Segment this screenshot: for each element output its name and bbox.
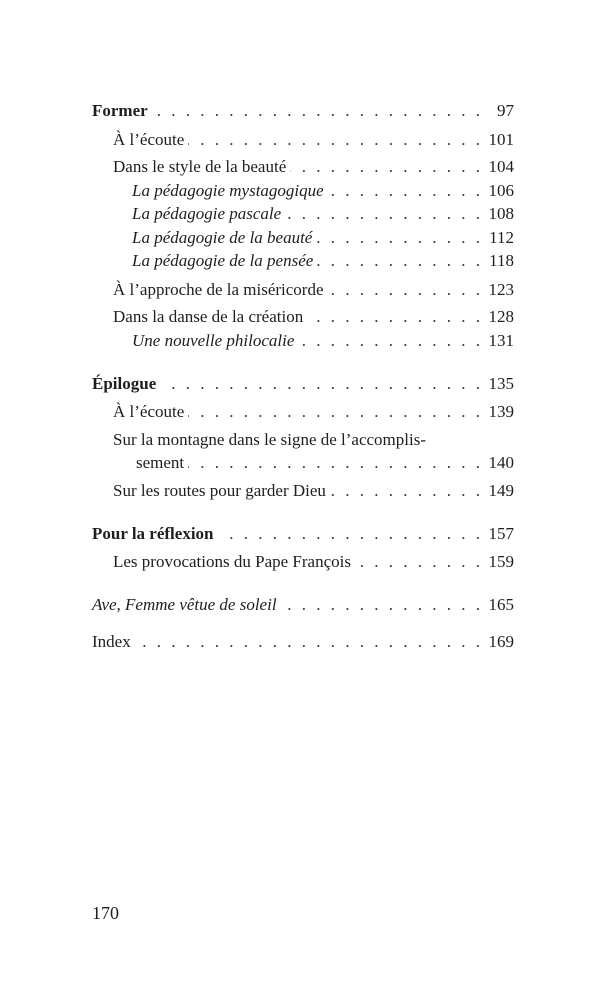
toc-entry-page: 149	[488, 481, 514, 500]
toc-subentry	[132, 180, 514, 202]
toc-entry-page: 104	[488, 157, 514, 176]
toc-entry	[113, 401, 514, 423]
toc-entry-page: 101	[488, 130, 514, 149]
toc-subentry	[132, 250, 514, 272]
toc-entry-part	[92, 594, 514, 616]
toc-entry-page: 165	[488, 595, 514, 614]
dot-leader	[330, 480, 480, 502]
toc-entry-title: Dans le style de la beauté	[113, 157, 287, 176]
toc-entry-page: 157	[488, 524, 514, 543]
toc-subentry	[132, 330, 514, 352]
toc-entry-title: À l’écoute	[113, 130, 185, 149]
toc-entry-title: La pédagogie de la pensée	[132, 251, 314, 270]
toc-entry-title: La pédagogie mystagogique	[132, 181, 324, 200]
toc-entry-title: Dans la danse de la création	[113, 307, 304, 326]
dot-leader	[328, 180, 480, 202]
toc-entry-page: 97	[497, 101, 514, 120]
toc-entry-title: Une nouvelle philocalie	[132, 331, 295, 350]
dot-leader	[355, 551, 480, 573]
dot-leader	[135, 631, 480, 653]
page-number: 170	[92, 903, 119, 923]
toc-entry-part	[92, 631, 514, 653]
toc-entry-title: Épilogue	[92, 374, 157, 393]
toc-entry-title: Pour la réflexion	[92, 524, 214, 543]
dot-leader	[188, 401, 480, 423]
toc-entry-page: 169	[488, 632, 514, 651]
toc-entry-page: 135	[488, 374, 514, 393]
toc-entry-part	[92, 523, 514, 545]
dot-leader	[298, 330, 480, 352]
dot-leader	[316, 227, 480, 249]
toc-entry	[113, 551, 514, 573]
dot-leader	[307, 306, 480, 328]
toc-entry-line1	[113, 429, 514, 451]
toc-entry-title: À l’approche de la miséricorde	[113, 280, 324, 299]
dot-leader	[160, 373, 480, 395]
toc-entry-line2	[136, 452, 514, 474]
toc-entry-page: 112	[489, 228, 514, 247]
dot-leader	[281, 594, 480, 616]
dot-leader	[328, 279, 480, 301]
dot-leader	[218, 523, 481, 545]
toc-entry-page: 108	[488, 204, 514, 223]
toc-entry-part	[92, 100, 514, 122]
toc-entry-page: 118	[489, 251, 514, 270]
toc-entry-page: 159	[488, 552, 514, 571]
toc-entry-title: Sur la montagne dans le signe de l’accomplis-	[113, 430, 426, 449]
dot-leader	[285, 203, 480, 225]
toc-entry-page: 140	[488, 453, 514, 472]
toc-entry-title: Index	[92, 632, 131, 651]
toc-entry-page: 128	[488, 307, 514, 326]
toc-entry-title: sement	[136, 453, 185, 472]
toc-entry-title: Ave, Femme vêtue de soleil	[92, 595, 277, 614]
toc-entry	[113, 306, 514, 328]
toc-entry-title: La pédagogie de la beauté	[132, 228, 313, 247]
toc-entry-page: 123	[488, 280, 514, 299]
toc-entry-title: Sur les routes pour garder Dieu	[113, 481, 326, 500]
toc-entry-part	[92, 373, 514, 395]
dot-leader	[152, 100, 480, 122]
toc-entry-title: Former	[92, 101, 148, 120]
toc-entry	[113, 480, 514, 502]
toc-subentry	[132, 227, 514, 249]
toc-entry-page: 106	[488, 181, 514, 200]
dot-leader	[290, 156, 480, 178]
toc-entry	[113, 129, 514, 151]
toc-entry	[113, 279, 514, 301]
toc-entry-title: La pédagogie pascale	[132, 204, 282, 223]
toc-entry	[113, 156, 514, 178]
toc-entry-title: Les provocations du Pape François	[113, 552, 351, 571]
dot-leader	[188, 452, 480, 474]
toc-subentry	[132, 203, 514, 225]
dot-leader	[188, 129, 480, 151]
toc-entry-page: 139	[488, 402, 514, 421]
toc-entry-title: À l’écoute	[113, 402, 185, 421]
dot-leader	[317, 250, 480, 272]
toc-entry-page: 131	[488, 331, 514, 350]
